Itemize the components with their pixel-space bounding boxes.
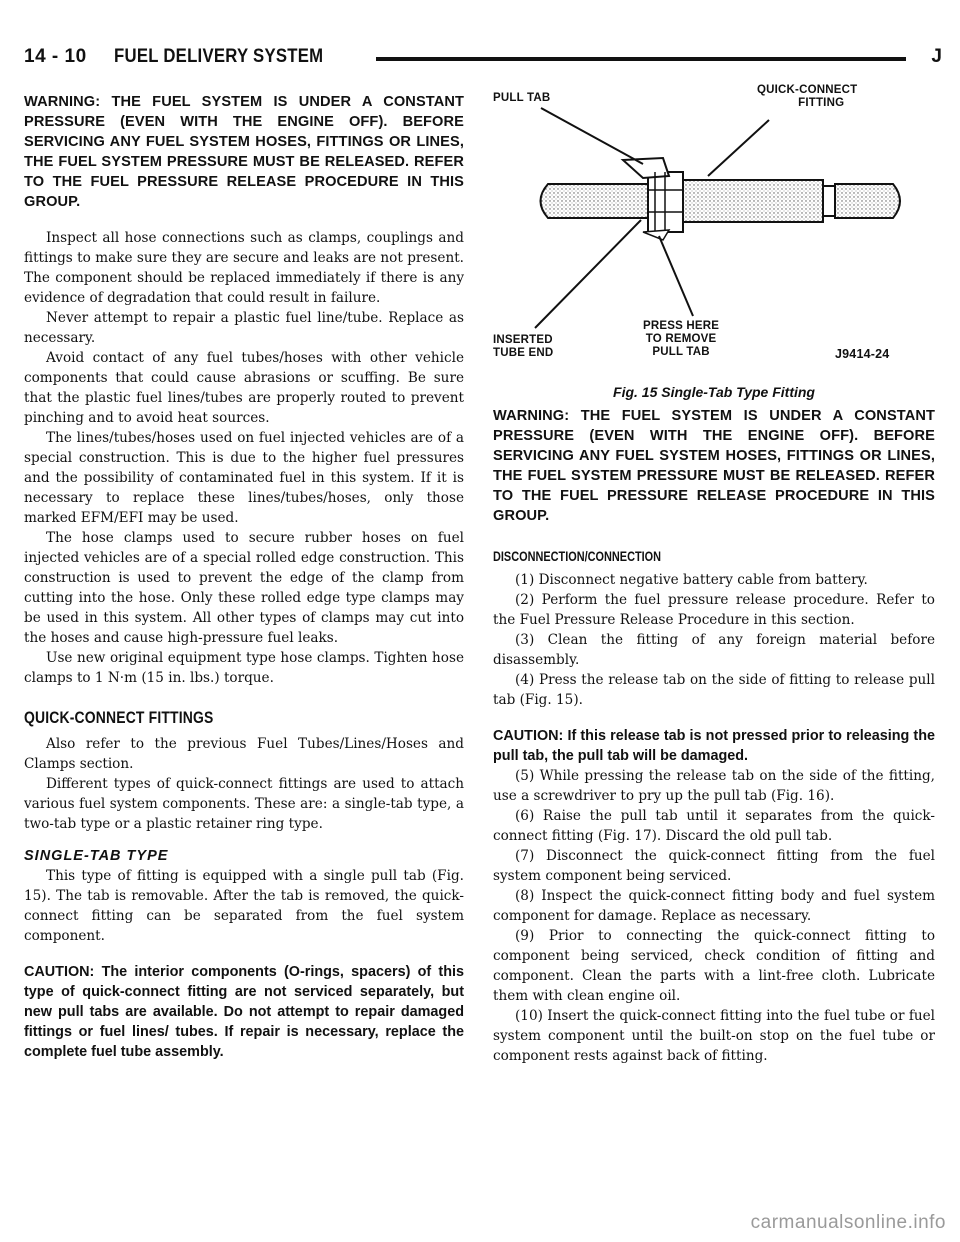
- label-inserted-line1: INSERTED: [493, 334, 553, 346]
- paragraph: The hose clamps used to secure rubber hoses on fuel injected vehicles are of a special rolled edge construction. This construction is used to prevent the edge of the clamp from cutting into the hose. Only these rolled edge type clamps may be used in this system. All other types of clamps may cut into the hoses and cause high-pressure fuel leaks.: [24, 530, 464, 646]
- subsection-heading: SINGLE-TAB TYPE: [24, 848, 169, 864]
- label-press-line3: PULL TAB: [652, 346, 710, 358]
- section-heading: QUICK-CONNECT FITTINGS: [24, 708, 214, 727]
- header-rule: [376, 57, 906, 61]
- right-column: [493, 84, 935, 1066]
- step: (10) Insert the quick-connect fitting into the fuel tube or fuel system component until the built-on stop on the fuel tube or component rests against back of fitting.: [493, 1008, 935, 1064]
- step: (9) Prior to connecting the quick-connect fitting to component being serviced, check condition of fitting and component. Clean the parts with a lint-free cloth. Lubricate them with clean engine oil.: [493, 928, 935, 1004]
- left-column: [24, 92, 464, 1062]
- section-heading: DISCONNECTION/CONNECTION: [493, 548, 662, 564]
- step: (8) Inspect the quick-connect fitting body and fuel system component for damage. Replace as necessary.: [493, 888, 935, 924]
- figure-caption: Fig. 15 Single-Tab Type Fitting: [613, 384, 815, 400]
- warning-block: WARNING: THE FUEL SYSTEM IS UNDER A CONSTANT PRESSURE (EVEN WITH THE ENGINE OFF). BEFORE SERVICING ANY FUEL SYSTEM HOSES, FITTINGS OR LINES, THE FUEL SYSTEM PRESSURE MUST BE RELEASED. REFER TO THE FUEL PRESSURE RELEASE PROCEDURE IN THIS GROUP.: [493, 408, 935, 524]
- step: (2) Perform the fuel pressure release procedure. Refer to the Fuel Pressure Release Procedure in this section.: [493, 592, 935, 628]
- figure-id: J9414-24: [835, 347, 890, 361]
- step: (3) Clean the fitting of any foreign material before disassembly.: [493, 632, 935, 668]
- step: (7) Disconnect the quick-connect fitting from the fuel system component being serviced.: [493, 848, 935, 884]
- header-letter: J: [931, 46, 942, 67]
- paragraph: Never attempt to repair a plastic fuel line/tube. Replace as necessary.: [24, 310, 464, 346]
- paragraph: Avoid contact of any fuel tubes/hoses with other vehicle components that could cause abrasions or scuffing. Be sure that the plastic fuel lines/tubes are properly routed to prevent pinching and to avoid heat sources.: [24, 350, 464, 426]
- paragraph: Use new original equipment type hose clamps. Tighten hose clamps to 1 N·m (15 in. lbs.) torque.: [24, 650, 464, 686]
- paragraph: The lines/tubes/hoses used on fuel injected vehicles are of a special construction. This is due to the higher fuel pressures and the possibility of contaminated fuel in this system. If it is necessary to replace these lines/tubes/hoses, only those marked EFM/EFI may be used.: [24, 430, 464, 526]
- label-inserted-line2: TUBE END: [493, 347, 554, 359]
- step: (4) Press the release tab on the side of fitting to release pull tab (Fig. 15).: [493, 672, 935, 708]
- step: (5) While pressing the release tab on the side of the fitting, use a screwdriver to pry up the pull tab (Fig. 16).: [493, 768, 935, 804]
- fitting-body: [683, 180, 835, 222]
- page-number: 14 - 10: [24, 46, 87, 67]
- label-press-line1: PRESS HERE: [643, 320, 720, 332]
- label-quick-connect-line2: FITTING: [798, 97, 845, 109]
- step: (6) Raise the pull tab until it separates from the quick-connect fitting (Fig. 17). Discard the old pull tab.: [493, 808, 935, 844]
- warning-block: WARNING: THE FUEL SYSTEM IS UNDER A CONSTANT PRESSURE (EVEN WITH THE ENGINE OFF). BEFORE SERVICING ANY FUEL SYSTEM HOSES, FITTINGS OR LINES, THE FUEL SYSTEM PRESSURE MUST BE RELEASED. REFER TO THE FUEL PRESSURE RELEASE PROCEDURE IN THIS GROUP.: [24, 94, 464, 210]
- label-press-here: [643, 320, 719, 359]
- paragraph: Inspect all hose connections such as clamps, couplings and fittings to make sure they are secure and leaks are not present. The component should be replaced immediately if there is any evidence of degradation that could result in failure.: [24, 230, 464, 306]
- watermark: carmanualsonline.info: [750, 1212, 946, 1233]
- inserted-tube: [541, 184, 649, 218]
- caution-block: CAUTION: The interior components (O-rings, spacers) of this type of quick-connect fitting are not serviced separately, but new pull tabs are available. Do not attempt to repair damaged fittings or fuel lines/ tubes. If repair is necessary, replace the complete fuel tube assembly.: [24, 964, 464, 1060]
- outlet-tube: [835, 184, 900, 218]
- paragraph: Also refer to the previous Fuel Tubes/Lines/Hoses and Clamps section.: [24, 736, 464, 772]
- section-title: FUEL DELIVERY SYSTEM: [114, 46, 324, 67]
- paragraph: Different types of quick-connect fittings are used to attach various fuel system components. These are: a single-tab type, a two-tab type or a plastic retainer ring type.: [24, 776, 464, 832]
- step: (1) Disconnect negative battery cable from battery.: [515, 572, 868, 588]
- figure-single-tab-fitting: [493, 80, 933, 382]
- label-quick-connect: [757, 84, 857, 110]
- label-press-line2: TO REMOVE: [645, 333, 717, 345]
- label-inserted-tube-end: [493, 334, 553, 360]
- caution-block: CAUTION: If this release tab is not pressed prior to releasing the pull tab, the pull tab will be damaged.: [493, 728, 935, 764]
- page-header: [24, 44, 942, 72]
- label-pull-tab: PULL TAB: [493, 92, 551, 104]
- label-quick-connect-line1: QUICK-CONNECT: [757, 84, 858, 96]
- paragraph: This type of fitting is equipped with a single pull tab (Fig. 15). The tab is removable. After the tab is removed, the quick-connect fitting can be separated from the fuel system component.: [24, 868, 464, 944]
